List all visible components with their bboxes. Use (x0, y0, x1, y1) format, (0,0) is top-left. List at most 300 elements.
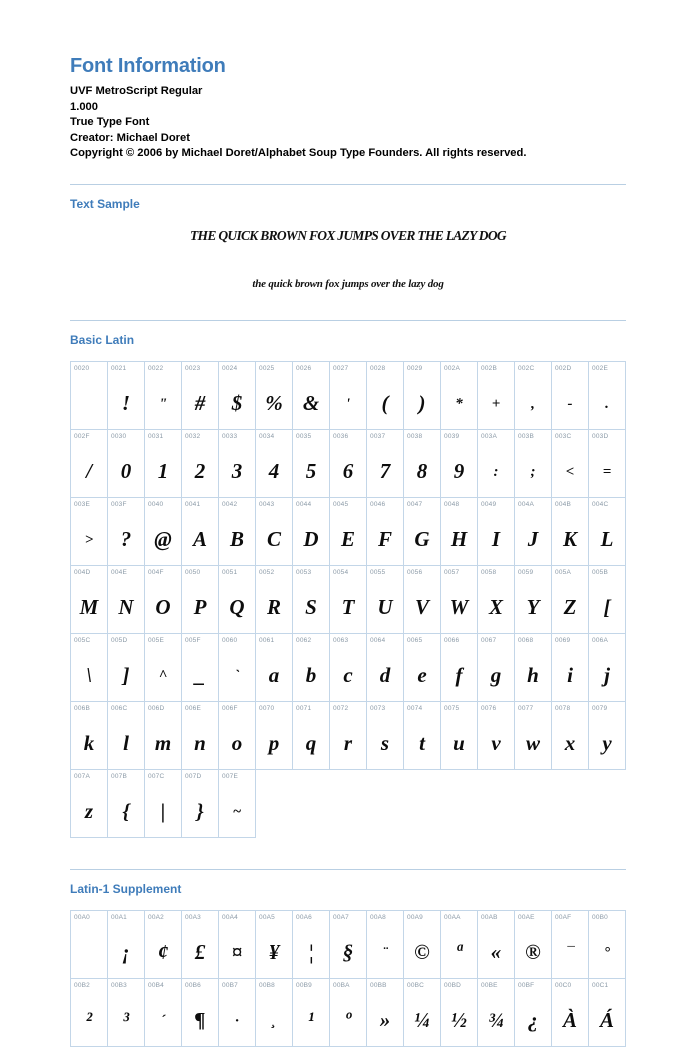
glyph-character: A (192, 526, 207, 551)
glyph-cell (441, 651, 478, 702)
glyph-code-label: 0078 (552, 701, 589, 719)
glyph-character: ¢ (157, 939, 169, 964)
glyph-character: ? (120, 526, 132, 551)
glyph-cell (330, 719, 367, 770)
empty-cell (330, 769, 367, 787)
glyph-character: p (268, 730, 280, 755)
glyph-code-label: 005B (589, 565, 626, 583)
glyph-cell (293, 515, 330, 566)
glyph-cell (367, 651, 404, 702)
glyph-code-label: 00A7 (330, 910, 367, 928)
glyph-cell (145, 996, 182, 1047)
glyph-character: ° (604, 944, 610, 961)
glyph-code-label: 0048 (441, 497, 478, 515)
glyph-cell (71, 719, 108, 770)
glyph-code-label: 0032 (182, 429, 219, 447)
glyph-character: O (155, 594, 171, 619)
empty-cell (293, 787, 330, 838)
glyph-row (71, 515, 626, 566)
glyph-character: > (84, 531, 94, 548)
glyph-code-label: 0027 (330, 361, 367, 379)
glyph-character: + (491, 395, 501, 412)
glyph-code-label: 0070 (256, 701, 293, 719)
glyph-cell (293, 928, 330, 979)
glyph-character: . (605, 395, 609, 412)
glyph-row (71, 651, 626, 702)
glyph-cell (330, 583, 367, 634)
glyph-character: R (266, 594, 281, 619)
empty-cell (478, 787, 515, 838)
glyph-code-label: 0074 (404, 701, 441, 719)
glyph-character: I (491, 526, 501, 551)
glyph-code-label: 0030 (108, 429, 145, 447)
glyph-cell (367, 719, 404, 770)
glyph-code-label: 003A (478, 429, 515, 447)
glyph-code-label: 00BA (330, 978, 367, 996)
glyph-cell (71, 447, 108, 498)
glyph-cell (108, 719, 145, 770)
glyph-character: E (340, 526, 355, 551)
glyph-code-row (71, 769, 626, 787)
glyph-code-label: 00B4 (145, 978, 182, 996)
glyph-code-label: 0067 (478, 633, 515, 651)
glyph-code-label: 003F (108, 497, 145, 515)
glyph-cell (330, 651, 367, 702)
glyph-character: - (567, 395, 573, 412)
glyph-character: c (343, 662, 353, 687)
glyph-cell (589, 379, 626, 430)
glyph-row (71, 719, 626, 770)
sample-lowercase: the quick brown fox jumps over the lazy dog (252, 277, 444, 290)
glyph-cell (108, 787, 145, 838)
glyph-cell (145, 515, 182, 566)
glyph-code-label: 0072 (330, 701, 367, 719)
glyph-cell (182, 651, 219, 702)
glyph-cell (552, 447, 589, 498)
glyph-code-label: 00AB (478, 910, 515, 928)
glyph-character: ³ (122, 1007, 130, 1032)
glyph-character: t (419, 730, 425, 755)
glyph-code-row (71, 633, 626, 651)
glyph-character: z (84, 798, 94, 823)
glyph-character: : (493, 463, 499, 480)
glyph-code-label: 00B9 (293, 978, 330, 996)
glyph-code-label: 00AE (515, 910, 552, 928)
glyph-cell (441, 719, 478, 770)
glyph-code-label: 0041 (182, 497, 219, 515)
glyph-character: ` (234, 667, 240, 684)
glyph-cell (478, 447, 515, 498)
glyph-code-label: 0058 (478, 565, 515, 583)
glyph-character: o (231, 730, 243, 755)
glyph-code-label: 004C (589, 497, 626, 515)
glyph-character: s (380, 730, 390, 755)
glyph-character: i (567, 662, 573, 687)
glyph-character: = (602, 463, 612, 480)
empty-cell (515, 787, 552, 838)
glyph-code-label: 00BC (404, 978, 441, 996)
glyph-cell (256, 996, 293, 1047)
glyph-code-label: 0065 (404, 633, 441, 651)
glyph-character: k (83, 730, 95, 755)
glyph-cell (367, 515, 404, 566)
glyph-code-label: 00A4 (219, 910, 256, 928)
glyph-code-row (71, 910, 626, 928)
glyph-character: ¶ (194, 1007, 206, 1032)
glyph-code-label: 0038 (404, 429, 441, 447)
glyph-code-label: 0057 (441, 565, 478, 583)
glyph-code-label: 0024 (219, 361, 256, 379)
glyph-cell (404, 996, 441, 1047)
glyph-character: ( (381, 390, 389, 415)
glyph-cell (441, 447, 478, 498)
glyph-cell (108, 996, 145, 1047)
empty-cell (367, 787, 404, 838)
glyph-code-label: 00BF (515, 978, 552, 996)
glyph-code-label: 0033 (219, 429, 256, 447)
glyph-code-label: 00BD (441, 978, 478, 996)
glyph-code-label: 00A2 (145, 910, 182, 928)
glyph-character: 0 (120, 458, 132, 483)
glyph-code-label: 00A8 (367, 910, 404, 928)
glyph-code-label: 00C0 (552, 978, 589, 996)
glyph-cell (515, 515, 552, 566)
glyph-code-label: 004F (145, 565, 182, 583)
glyph-character: j (604, 662, 610, 687)
glyph-code-label: 0064 (367, 633, 404, 651)
glyph-code-label: 0028 (367, 361, 404, 379)
glyph-cell (108, 583, 145, 634)
glyph-cell (515, 447, 552, 498)
glyph-cell (256, 719, 293, 770)
glyph-character: * (455, 395, 463, 412)
glyph-code-row (71, 978, 626, 996)
glyph-cell (293, 379, 330, 430)
glyph-code-label: 0068 (515, 633, 552, 651)
glyph-cell (145, 447, 182, 498)
glyph-code-label: 002F (71, 429, 108, 447)
glyph-cell (552, 928, 589, 979)
empty-cell (404, 769, 441, 787)
glyph-character: K (562, 526, 577, 551)
glyph-code-label: 00B8 (256, 978, 293, 996)
glyph-code-label: 002C (515, 361, 552, 379)
glyph-cell (552, 651, 589, 702)
glyph-cell (256, 515, 293, 566)
glyph-cell (367, 996, 404, 1047)
glyph-code-label: 00B6 (182, 978, 219, 996)
glyph-code-label: 006D (145, 701, 182, 719)
glyph-code-label: 006E (182, 701, 219, 719)
glyph-cell (219, 583, 256, 634)
glyph-code-label: 00A6 (293, 910, 330, 928)
glyph-cell (256, 651, 293, 702)
glyph-character: ¡ (121, 939, 131, 964)
glyph-character: ¨ (382, 944, 388, 961)
glyph-cell (219, 515, 256, 566)
glyph-character: m (154, 730, 172, 755)
glyph-code-label: 006A (589, 633, 626, 651)
glyph-cell (293, 651, 330, 702)
glyph-character: ^ (158, 667, 168, 684)
glyph-code-label: 005C (71, 633, 108, 651)
glyph-code-label: 00B2 (71, 978, 108, 996)
glyph-cell (330, 996, 367, 1047)
glyph-character: < (565, 463, 575, 480)
glyph-character: ¼ (414, 1007, 430, 1032)
glyph-code-label: 0029 (404, 361, 441, 379)
glyph-character: L (600, 526, 614, 551)
glyph-cell (552, 719, 589, 770)
font-creator: Creator: Michael Doret (70, 131, 190, 144)
glyph-character: v (491, 730, 501, 755)
glyph-character: _ (194, 662, 206, 687)
glyph-cell (552, 379, 589, 430)
glyph-character: w (525, 730, 540, 755)
glyph-character: Q (229, 594, 245, 619)
glyph-character: ® (525, 939, 541, 964)
section-title-text-sample: Text Sample (70, 196, 140, 211)
glyph-character: « (490, 939, 502, 964)
text-sample-section (70, 184, 626, 290)
glyph-cell (256, 379, 293, 430)
glyph-character: Á (599, 1007, 614, 1032)
glyph-code-label: 005D (108, 633, 145, 651)
glyph-code-label: 00C1 (589, 978, 626, 996)
glyph-code-label: 0025 (256, 361, 293, 379)
glyph-code-label: 002A (441, 361, 478, 379)
empty-cell (404, 787, 441, 838)
glyph-code-label: 0051 (219, 565, 256, 583)
glyph-cell (182, 787, 219, 838)
glyph-cell (441, 996, 478, 1047)
basic-latin-section (70, 320, 626, 838)
glyph-character: f (455, 662, 463, 687)
glyph-cell (367, 583, 404, 634)
glyph-character: W (449, 594, 469, 619)
glyph-character: P (193, 594, 207, 619)
glyph-cell (108, 379, 145, 430)
section-divider (70, 869, 626, 870)
glyph-code-label: 00A3 (182, 910, 219, 928)
glyph-character: # (194, 390, 206, 415)
glyph-character: a (268, 662, 280, 687)
glyph-code-label: 0062 (293, 633, 330, 651)
glyph-character: \ (86, 662, 92, 687)
glyph-code-label: 0045 (330, 497, 367, 515)
glyph-character: h (527, 662, 539, 687)
glyph-character: @ (154, 526, 172, 551)
glyph-cell (589, 651, 626, 702)
empty-cell (256, 787, 293, 838)
glyph-character: § (342, 939, 354, 964)
glyph-character: | (160, 798, 166, 823)
glyph-code-row (71, 701, 626, 719)
glyph-cell (589, 996, 626, 1047)
glyph-code-label: 006B (71, 701, 108, 719)
glyph-character: l (123, 730, 129, 755)
glyph-character: { (122, 798, 130, 823)
glyph-code-label: 0039 (441, 429, 478, 447)
glyph-cell (71, 928, 108, 979)
glyph-character: & (302, 390, 320, 415)
glyph-cell (478, 719, 515, 770)
glyph-character: » (379, 1007, 391, 1032)
glyph-cell (404, 719, 441, 770)
glyph-cell (404, 651, 441, 702)
empty-cell (441, 769, 478, 787)
glyph-cell (515, 928, 552, 979)
glyph-cell (404, 515, 441, 566)
font-format: True Type Font (70, 116, 150, 128)
glyph-row (71, 447, 626, 498)
glyph-character: r (343, 730, 353, 755)
glyph-code-label: 00BB (367, 978, 404, 996)
glyph-character: · (235, 1012, 239, 1029)
glyph-character: d (379, 662, 391, 687)
glyph-character: y (602, 730, 612, 755)
glyph-character: ) (418, 390, 426, 415)
glyph-character: 4 (268, 458, 280, 483)
glyph-cell (367, 447, 404, 498)
glyph-character: ½ (451, 1007, 467, 1032)
glyph-code-label: 007B (108, 769, 145, 787)
empty-cell (441, 787, 478, 838)
glyph-cell (71, 379, 108, 430)
glyph-character: D (303, 526, 319, 551)
glyph-character: ; (530, 463, 536, 480)
glyph-code-label: 0040 (145, 497, 182, 515)
glyph-code-label: 005E (145, 633, 182, 651)
glyph-code-label: 0022 (145, 361, 182, 379)
glyph-cell (441, 928, 478, 979)
glyph-character: b (305, 662, 317, 687)
glyph-character: V (414, 594, 429, 619)
glyph-cell (182, 928, 219, 979)
glyph-character: T (341, 594, 355, 619)
glyph-cell (71, 583, 108, 634)
glyph-code-label: 0026 (293, 361, 330, 379)
font-version: 1.000 (70, 100, 98, 113)
glyph-cell (219, 651, 256, 702)
glyph-character: 2 (194, 458, 206, 483)
glyph-character: " (158, 395, 168, 412)
glyph-code-label: 004A (515, 497, 552, 515)
glyph-table-latin1-supplement (70, 910, 626, 1047)
section-divider (70, 184, 626, 185)
glyph-code-label: 0063 (330, 633, 367, 651)
empty-cell (330, 787, 367, 838)
glyph-cell (219, 447, 256, 498)
glyph-code-label: 003B (515, 429, 552, 447)
glyph-cell (589, 515, 626, 566)
glyph-code-label: 0077 (515, 701, 552, 719)
glyph-code-label: 00B7 (219, 978, 256, 996)
glyph-code-label: 0061 (256, 633, 293, 651)
glyph-character: / (86, 458, 92, 483)
glyph-code-label: 00A5 (256, 910, 293, 928)
empty-cell (367, 769, 404, 787)
glyph-character: x (564, 730, 576, 755)
glyph-code-label: 0050 (182, 565, 219, 583)
glyph-character: ! (121, 390, 131, 415)
font-name: UVF MetroScript Regular (70, 85, 203, 97)
glyph-character: Z (563, 594, 577, 619)
glyph-cell (478, 996, 515, 1047)
glyph-code-label: 00AA (441, 910, 478, 928)
glyph-character: ² (85, 1007, 93, 1032)
glyph-code-label: 007A (71, 769, 108, 787)
glyph-cell (515, 583, 552, 634)
glyph-code-label: 0066 (441, 633, 478, 651)
glyph-code-label: 0049 (478, 497, 515, 515)
glyph-character: e (417, 662, 427, 687)
glyph-code-label: 0036 (330, 429, 367, 447)
glyph-character: À (562, 1007, 577, 1032)
glyph-character: 9 (453, 458, 465, 483)
glyph-cell (293, 583, 330, 634)
glyph-character: $ (231, 390, 243, 415)
glyph-cell (330, 515, 367, 566)
glyph-cell (515, 996, 552, 1047)
glyph-cell (441, 379, 478, 430)
glyph-cell (108, 515, 145, 566)
glyph-cell (293, 996, 330, 1047)
glyph-character: S (305, 594, 317, 619)
glyph-cell (404, 379, 441, 430)
glyph-cell (71, 515, 108, 566)
glyph-cell (108, 651, 145, 702)
glyph-code-label: 007D (182, 769, 219, 787)
section-divider (70, 320, 626, 321)
glyph-character: ª (456, 939, 462, 964)
font-metadata-list (70, 84, 626, 162)
glyph-character: ' (345, 395, 351, 412)
glyph-cell (404, 583, 441, 634)
glyph-cell (145, 787, 182, 838)
glyph-cell (552, 515, 589, 566)
glyph-cell (145, 583, 182, 634)
glyph-cell (404, 928, 441, 979)
glyph-cell (589, 719, 626, 770)
glyph-character: % (265, 390, 283, 415)
glyph-character: ¤ (231, 939, 243, 964)
glyph-code-label: 0079 (589, 701, 626, 719)
glyph-character: ¸ (271, 1012, 277, 1029)
glyph-code-label: 0044 (293, 497, 330, 515)
glyph-code-label: 0035 (293, 429, 330, 447)
glyph-code-label: 006C (108, 701, 145, 719)
glyph-character: ~ (232, 803, 242, 820)
glyph-cell (367, 379, 404, 430)
glyph-character: , (531, 395, 535, 412)
glyph-character: J (527, 526, 539, 551)
glyph-character: ¿ (527, 1007, 539, 1032)
glyph-character: } (196, 798, 204, 823)
glyph-character: 6 (342, 458, 354, 483)
glyph-row (71, 787, 626, 838)
section-title-basic-latin: Basic Latin (70, 332, 135, 347)
glyph-cell (219, 379, 256, 430)
glyph-table-basic-latin (70, 361, 626, 838)
glyph-cell (182, 447, 219, 498)
glyph-code-label: 0059 (515, 565, 552, 583)
glyph-code-label: 0046 (367, 497, 404, 515)
glyph-code-label: 0042 (219, 497, 256, 515)
glyph-code-label: 0043 (256, 497, 293, 515)
glyph-character: © (414, 939, 430, 964)
glyph-code-row (71, 497, 626, 515)
